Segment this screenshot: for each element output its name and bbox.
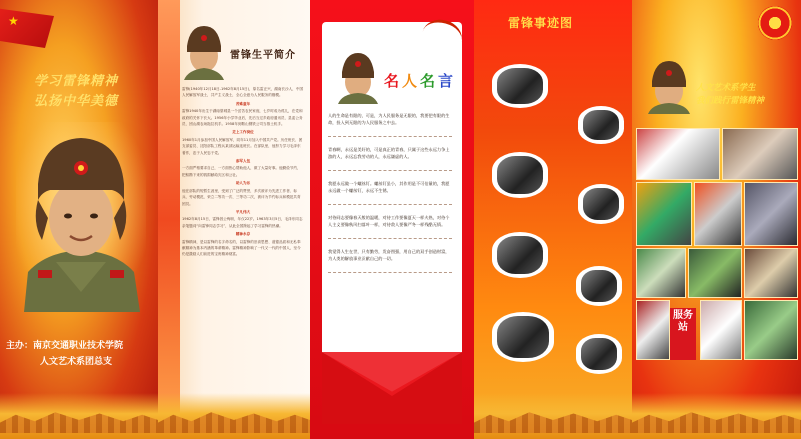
bio-paragraph: 雷锋(1940年12月18日-1962年8月15日)，原名雷正兴，湖南长沙人，中国人民解放军战士，共产主义战士，全心全意为人民服务的楷模。 [182,87,304,98]
panel-student-practice [632,0,801,439]
activity-photo [688,248,742,298]
lei-feng-avatar [644,56,694,114]
historic-photo [492,312,554,362]
biography-body [182,86,304,260]
sponsor-line-2: 人文艺术系团总支 [40,357,113,367]
quote-item: 我觉得人生在世，只有勤劳，发奋图强，用自己的双手创造财富，为人类的解放事业贡献自己的一切。 [328,248,452,262]
bio-subhead: 助人为乐 [235,181,251,186]
slogan-line-1: 学习雷锋精神 [34,74,119,89]
lei-feng-portrait [16,122,146,312]
panel-biography [158,0,310,439]
activity-photo [636,248,686,298]
historic-photo [492,232,548,278]
quotes-title-char: 名 [420,72,436,90]
quote-item: 对待同志要像春天般的温暖，对待工作要像夏天一样火热，对待个人主义要像秋风扫落叶一样，对待敌人要像严冬一样残酷无情。 [328,214,452,228]
biography-title: 雷锋生平简介 [230,50,296,61]
bio-paragraph: 雷锋1940年出生于湖南望城县一个贫苦农民家庭，七岁时成为孤儿，在党和政府的关怀下长大。1956年小学毕业后，先后当过乡政府通讯员、县委公务员、团山湖农场拖拉机手。1958年到鞍山钢铁公司当推土机手。 [182,109,303,127]
practice-slogan-line-1: 人文艺术系学生 [696,83,756,93]
historic-photo [578,106,624,144]
bio-paragraph: 他在部队的短暂生涯里，受到了广泛的赞誉，多次被评为先进工作者、标兵、劳动模范，荣立二等功一次、三等功二次，被评为节约标兵和模范共青团员。 [182,188,301,206]
lei-feng-avatar [178,20,230,80]
practice-slogan-line-2: 我们践行雷锋精神 [696,96,765,106]
decorative-stripe [158,0,180,439]
star-icon: ★ [8,14,19,28]
quote-item: 我愿永远做一个螺丝钉。螺丝钉虽小，其作用是不可估量的，我愿永远做一个螺丝钉，永远不生锈。 [328,180,452,194]
bio-paragraph: 一方面严格要求自己，一方面热心帮助他人，做了大量好事。他勤俭节约，把积攒下来的钱捐献给灾区和公社。 [182,166,301,177]
panel-quotes [310,0,474,439]
practice-slogan [696,82,798,108]
activity-photo [700,300,742,360]
photo-story-title: 雷锋事迹图 [508,16,574,30]
bio-subhead: 平凡伟大 [235,209,251,214]
quotes-title-char: 人 [402,72,418,90]
activity-photo [636,128,720,180]
quotes-title-char: 言 [438,72,454,90]
quote-item: 青春啊，永远是美好的，可是真正的青春，只属于这些永远力争上游的人，永远忘我劳动的人，永远谦虚的人。 [328,146,452,160]
bio-paragraph: 雷锋精神，是以雷锋的名字命名的，以雷锋的崇高思想、道德品质和无私奉献精神为基本内涵的革命精神。雷锋精神影响了一代又一代的中国人，至今仍是激励人们前进的宝贵精神财富。 [182,239,301,257]
activity-photo [636,182,692,246]
activity-photo [744,182,798,246]
historic-photo [492,64,548,108]
panel-slogan [0,0,158,439]
historic-photo [576,266,622,306]
sponsor [6,338,156,370]
historic-photo [576,334,622,374]
bio-subhead: 精神永存 [235,232,251,237]
panel-photo-story [474,0,632,439]
lei-feng-avatar [334,48,382,104]
bio-subhead: 参军入伍 [235,159,251,164]
quotes-title-char: 名 [384,72,400,90]
bio-subhead: 走上工作岗位 [232,130,254,135]
activity-photo [744,248,798,298]
slogan-line-2: 弘扬中华美德 [34,94,119,109]
sponsor-line-1: 主办：南京交通职业技术学院 [6,341,124,351]
quote-item: 人的生命是有限的，可是，为人民服务是无限的，我要把有限的生命，投入到无限的为人民服务之中去。 [328,112,452,126]
bio-paragraph: 1962年8月15日，雷锋因公殉职，年仅22岁。1963年3月5日，毛泽东同志亲笔题词“向雷锋同志学习”，从此全国掀起了学习雷锋的热潮。 [182,217,303,228]
service-station-sign: 服务站 [670,308,696,360]
bio-subhead: 苦难童年 [235,101,251,106]
photo-collage [636,128,798,360]
emblem-icon [758,6,792,40]
activity-photo [694,182,742,246]
activity-photo [636,300,670,360]
bio-paragraph: 1960年1月参加中国人民解放军，同年11月加入中国共产党。历任班长、团支部委员、沈阳部队工程兵某部运输连班长。在部队里，他努力学习毛泽东著作，忠于人民忠于党。 [182,137,303,155]
historic-photo [578,184,624,224]
slogan [34,72,154,112]
activity-photo [744,300,798,360]
quote-list [328,112,452,282]
historic-photo [492,152,548,198]
activity-photo [722,128,798,180]
